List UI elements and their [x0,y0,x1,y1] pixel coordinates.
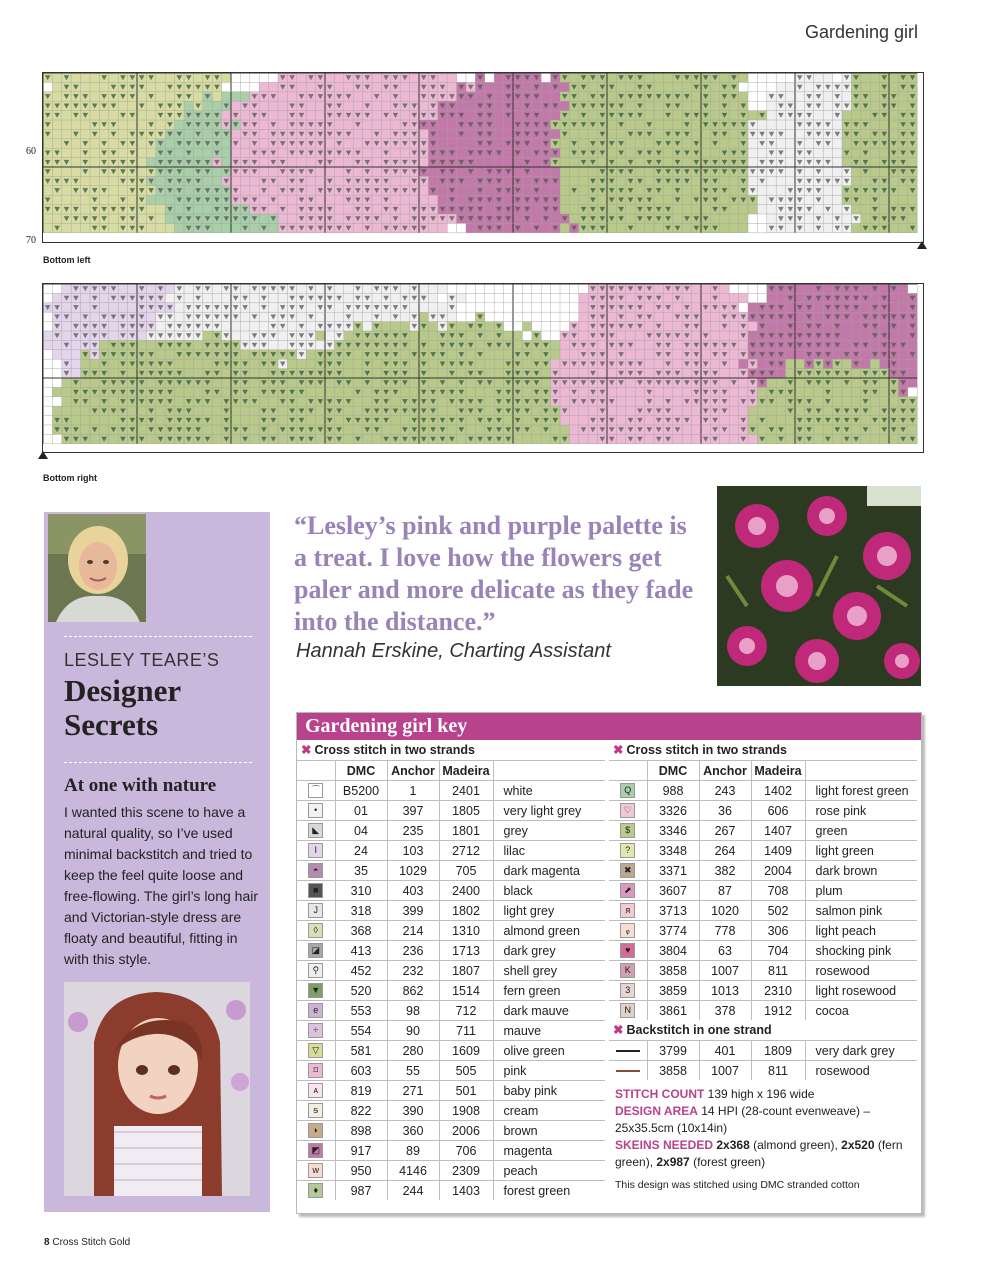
design-area: DESIGN AREA 14 HPI (28-count evenweave) – 25x35.5cm (10x14in) [615,1104,871,1135]
key-cell-anchor: 55 [387,1061,439,1081]
key-cell-name: grey [493,821,605,841]
key-cell-name: brown [493,1121,605,1141]
key-cell-dmc: 603 [335,1061,387,1081]
designer-secrets-panel [44,512,270,1212]
key-title: Gardening girl key [297,713,921,740]
stitch-symbol-icon: ⌒ [308,783,323,798]
key-cell-name: dark mauve [493,1001,605,1021]
key-cell-dmc: 3799 [647,1041,699,1061]
key-cell-anchor: 399 [387,901,439,921]
key-cell-name: black [493,881,605,901]
stitch-symbol-icon: K [620,963,635,978]
stitch-symbol-icon: ᵩ [620,923,635,938]
key-cell-name: cream [493,1101,605,1121]
key-cell-anchor: 235 [387,821,439,841]
key-cell-anchor: 236 [387,941,439,961]
key-cell-dmc: 917 [335,1141,387,1161]
key-row [609,941,917,961]
column-header-dmc: DMC [335,761,387,781]
key-cell-dmc: 819 [335,1081,387,1101]
key-cell-madeira: 2309 [439,1161,493,1181]
key-row [297,821,605,841]
key-cell-madeira: 2004 [751,861,805,881]
key-cell-madeira: 2401 [439,781,493,801]
key-cell-name: white [493,781,605,801]
key-table-left [297,760,605,1200]
key-row [297,981,605,1001]
stitch-symbol-icon: ⬈ [620,883,635,898]
page-footer [44,1237,130,1248]
stitch-symbol-icon: ♥ [620,943,635,958]
sidebar-heading: At one with nature [64,775,217,796]
cross-icon: ✖ [613,1023,624,1037]
key-section-heading: ✖ Cross stitch in two strands [301,743,475,757]
key-row [297,1181,605,1201]
key-cell-anchor: 280 [387,1041,439,1061]
divider [64,762,252,763]
stitch-symbol-icon: 3 [620,983,635,998]
centre-marker-triangle [917,241,927,249]
key-cell-madeira: 1310 [439,921,493,941]
key-cell-anchor: 36 [699,801,751,821]
key-cell-name: shell grey [493,961,605,981]
stitch-count: STITCH COUNT 139 high x 196 wide [615,1087,815,1101]
key-cell-madeira: 704 [751,941,805,961]
key-cell-madeira: 811 [751,961,805,981]
key-cell-name: light rosewood [805,981,917,1001]
key-cell-madeira: 1609 [439,1041,493,1061]
magazine-name: Cross Stitch Gold [52,1237,131,1248]
key-row [297,1081,605,1101]
key-row [297,1161,605,1181]
key-cell-dmc: 3346 [647,821,699,841]
key-cell-dmc: 3713 [647,901,699,921]
key-cell-madeira: 1807 [439,961,493,981]
stitch-symbol-icon: ✖ [620,863,635,878]
key-cell-madeira: 711 [439,1021,493,1041]
key-cell-name: rosewood [805,961,917,981]
key-row [609,901,917,921]
key-cell-dmc: 24 [335,841,387,861]
key-cell-madeira: 712 [439,1001,493,1021]
column-header-anchor: Anchor [387,761,439,781]
designer-portrait [48,514,146,622]
key-cell-anchor: 103 [387,841,439,861]
stitch-symbol-icon: ▽ [308,1043,323,1058]
row-number-60: 60 [26,146,36,157]
key-cell-dmc: 3858 [647,961,699,981]
key-cell-name: pink [493,1061,605,1081]
key-row [297,1121,605,1141]
chart-label-bottom-left: Bottom left [43,255,91,265]
key-cell-madeira: 1403 [439,1181,493,1201]
design-info [609,1080,917,1194]
key-column-left [297,740,605,1200]
key-cell-anchor: 1013 [699,981,751,1001]
key-cell-madeira: 1713 [439,941,493,961]
stitch-symbol-icon: ■ [308,883,323,898]
key-cell-madeira: 1805 [439,801,493,821]
key-cell-name: fern green [493,981,605,1001]
key-row [297,901,605,921]
key-row [297,1101,605,1121]
key-row [609,1001,917,1021]
section-title-line: Designer [64,673,182,708]
key-cell-dmc: 987 [335,1181,387,1201]
key-cell-name: dark magenta [493,861,605,881]
key-column-right [609,740,917,1194]
column-header-madeira: Madeira [439,761,493,781]
key-cell-anchor: 1029 [387,861,439,881]
key-table-backstitch [609,1040,917,1080]
key-cell-anchor: 378 [699,1001,751,1021]
key-cell-anchor: 271 [387,1081,439,1101]
key-cell-madeira: 706 [439,1141,493,1161]
key-cell-name: cocoa [805,1001,917,1021]
key-cell-madeira: 505 [439,1061,493,1081]
key-cell-name: plum [805,881,917,901]
quote-author: Hannah Erskine, Charting Assistant [296,640,611,662]
key-cell-madeira: 1801 [439,821,493,841]
stitched-flowers-photo [717,486,921,686]
key-cell-dmc: 3859 [647,981,699,1001]
designer-name: LESLEY TEARE’S [64,650,220,670]
key-cell-name: forest green [493,1181,605,1201]
key-cell-anchor: 382 [699,861,751,881]
key-cell-dmc: 898 [335,1121,387,1141]
pull-quote: “Lesley’s pink and purple palette is a treat. I love how the flowers get paler and more delicate as they fade into the distance.” [294,511,694,636]
key-cell-anchor: 89 [387,1141,439,1161]
key-cell-name: light green [805,841,917,861]
stitch-symbol-icon: ? [620,843,635,858]
key-row [609,921,917,941]
key-cell-name: olive green [493,1041,605,1061]
key-row [297,861,605,881]
key-cell-name: light grey [493,901,605,921]
key-row [297,1061,605,1081]
page-number: 8 [44,1237,50,1248]
cross-icon: ✖ [301,743,312,757]
key-cell-dmc: 554 [335,1021,387,1041]
key-cell-anchor: 87 [699,881,751,901]
thread-note: This design was stitched using DMC stranded cotton [615,1179,860,1191]
chart-label-bottom-right: Bottom right [43,473,97,483]
key-cell-dmc: 950 [335,1161,387,1181]
key-cell-madeira: 1908 [439,1101,493,1121]
key-cell-anchor: 267 [699,821,751,841]
key-row [609,981,917,1001]
key-cell-dmc: 520 [335,981,387,1001]
key-cell-anchor: 360 [387,1121,439,1141]
key-cell-anchor: 1 [387,781,439,801]
key-cell-anchor: 214 [387,921,439,941]
column-header-dmc: DMC [647,761,699,781]
key-cell-dmc: 3348 [647,841,699,861]
section-title [64,674,254,742]
key-cell-madeira: 502 [751,901,805,921]
key-cell-anchor: 4146 [387,1161,439,1181]
key-cell-name: peach [493,1161,605,1181]
key-cell-madeira: 2006 [439,1121,493,1141]
key-cell-name: very dark grey [805,1041,917,1061]
key-row [297,881,605,901]
sidebar-body-text: I wanted this scene to have a natural quality, so I’ve used minimal backstitch and tried to keep the feel quite loose and free-flowing. The girl’s long hair and Victorian-style dress are floaty and beautiful, fitting in with this style. [64,804,259,967]
key-cell-anchor: 1007 [699,961,751,981]
key-cell-anchor: 397 [387,801,439,821]
key-cell-anchor: 390 [387,1101,439,1121]
key-cell-name: green [805,821,917,841]
key-row [297,961,605,981]
key-cell-dmc: 04 [335,821,387,841]
key-cell-dmc: 452 [335,961,387,981]
key-cell-name: lilac [493,841,605,861]
key-cell-madeira: 1809 [751,1041,805,1061]
key-cell-anchor: 243 [699,781,751,801]
key-cell-anchor: 403 [387,881,439,901]
key-cell-madeira: 606 [751,801,805,821]
key-row [297,941,605,961]
key-row [609,881,917,901]
column-header-anchor: Anchor [699,761,751,781]
key-cell-dmc: 413 [335,941,387,961]
key-cell-anchor: 264 [699,841,751,861]
chart-bottom-left [42,72,924,243]
key-cell-madeira: 1409 [751,841,805,861]
stitch-symbol-icon: ▼ [308,983,323,998]
key-cell-dmc: 368 [335,921,387,941]
stitch-symbol-icon: ᴀ [308,1083,323,1098]
key-cell-madeira: 2712 [439,841,493,861]
key-row [297,801,605,821]
key-cell-dmc: 01 [335,801,387,821]
key-cell-name: dark brown [805,861,917,881]
key-cell-dmc: 3774 [647,921,699,941]
key-cell-anchor: 778 [699,921,751,941]
key-row [609,801,917,821]
key-cell-name: mauve [493,1021,605,1041]
stitch-symbol-icon: ◊ [308,923,323,938]
key-cell-dmc: 988 [647,781,699,801]
key-row [297,1001,605,1021]
key-cell-dmc: B5200 [335,781,387,801]
cross-icon: ✖ [613,743,624,757]
key-row [609,861,917,881]
backstitch-line-icon [616,1050,640,1052]
key-row [297,1041,605,1061]
stitch-symbol-icon: e [308,1003,323,1018]
key-row [609,961,917,981]
key-row [609,1041,917,1061]
stitch-symbol-icon: ♡ [620,803,635,818]
stitch-symbol-icon: I [308,843,323,858]
stitch-symbol-icon: w [308,1163,323,1178]
key-cell-madeira: 1407 [751,821,805,841]
key-cell-name: almond green [493,921,605,941]
key-row [297,781,605,801]
key-cell-dmc: 35 [335,861,387,881]
stitched-girl-detail-image [64,982,250,1196]
row-number-70: 70 [26,235,36,246]
key-cell-madeira: 705 [439,861,493,881]
key-row [297,841,605,861]
skeins-needed: SKEINS NEEDED 2x368 (almond green), 2x520 (fern green), 2x987 (forest green) [615,1138,903,1169]
key-row [609,821,917,841]
key-cell-madeira: 1514 [439,981,493,1001]
stitch-symbol-icon: Q [620,783,635,798]
stitch-symbol-icon: ⚲ [308,963,323,978]
key-cell-dmc: 3607 [647,881,699,901]
key-cell-anchor: 63 [699,941,751,961]
key-cell-anchor: 1007 [699,1061,751,1081]
key-cell-dmc: 553 [335,1001,387,1021]
key-cell-name: shocking pink [805,941,917,961]
stitch-symbol-icon: ◣ [308,823,323,838]
key-cell-name: light forest green [805,781,917,801]
page-header-title: Gardening girl [804,22,918,42]
key-cell-madeira: 708 [751,881,805,901]
stitch-symbol-icon: ◓ [308,863,323,878]
key-row [297,1021,605,1041]
key-row [609,841,917,861]
key-cell-dmc: 3326 [647,801,699,821]
key-cell-dmc: 3861 [647,1001,699,1021]
stitch-symbol-icon: $ [620,823,635,838]
key-cell-dmc: 318 [335,901,387,921]
key-cell-dmc: 3371 [647,861,699,881]
key-cell-anchor: 862 [387,981,439,1001]
key-cell-name: rosewood [805,1061,917,1081]
key-section-heading: ✖ Backstitch in one strand [613,1023,772,1037]
key-cell-dmc: 581 [335,1041,387,1061]
key-cell-madeira: 1802 [439,901,493,921]
key-row [609,1061,917,1081]
stitch-symbol-icon: ÷ [308,1023,323,1038]
key-cell-madeira: 1402 [751,781,805,801]
key-cell-name: rose pink [805,801,917,821]
key-cell-madeira: 1912 [751,1001,805,1021]
stitch-symbol-icon: ◗ [308,1123,323,1138]
stitch-symbol-icon: ♦ [308,1183,323,1198]
key-table-right [609,760,917,1020]
key-cell-dmc: 3858 [647,1061,699,1081]
centre-marker-triangle [38,451,48,459]
chart-key-panel [296,712,922,1214]
key-cell-name: baby pink [493,1081,605,1101]
key-row [297,1141,605,1161]
key-cell-anchor: 1020 [699,901,751,921]
divider [64,636,252,637]
stitch-symbol-icon: я [620,903,635,918]
key-section-heading: ✖ Cross stitch in two strands [613,743,787,757]
chart-bottom-right [42,283,924,453]
key-row [609,781,917,801]
key-cell-madeira: 2310 [751,981,805,1001]
stitch-symbol-icon: J [308,903,323,918]
key-cell-madeira: 811 [751,1061,805,1081]
stitch-symbol-icon: N [620,1003,635,1018]
key-cell-name: dark grey [493,941,605,961]
key-cell-anchor: 244 [387,1181,439,1201]
key-row [297,921,605,941]
key-cell-dmc: 310 [335,881,387,901]
backstitch-line-icon [616,1070,640,1072]
section-title-line: Secrets [64,707,159,742]
key-cell-dmc: 822 [335,1101,387,1121]
key-cell-name: magenta [493,1141,605,1161]
stitch-symbol-icon: ⌑ [308,1063,323,1078]
key-cell-madeira: 306 [751,921,805,941]
stitch-symbol-icon: ᵴ [308,1103,323,1118]
column-header-madeira: Madeira [751,761,805,781]
key-cell-name: salmon pink [805,901,917,921]
key-cell-dmc: 3804 [647,941,699,961]
key-cell-anchor: 401 [699,1041,751,1061]
key-cell-madeira: 2400 [439,881,493,901]
stitch-symbol-icon: ◩ [308,1143,323,1158]
key-cell-anchor: 90 [387,1021,439,1041]
key-cell-anchor: 98 [387,1001,439,1021]
key-cell-anchor: 232 [387,961,439,981]
key-cell-madeira: 501 [439,1081,493,1101]
key-cell-name: light peach [805,921,917,941]
stitch-symbol-icon: ◪ [308,943,323,958]
stitch-symbol-icon: • [308,803,323,818]
key-cell-name: very light grey [493,801,605,821]
